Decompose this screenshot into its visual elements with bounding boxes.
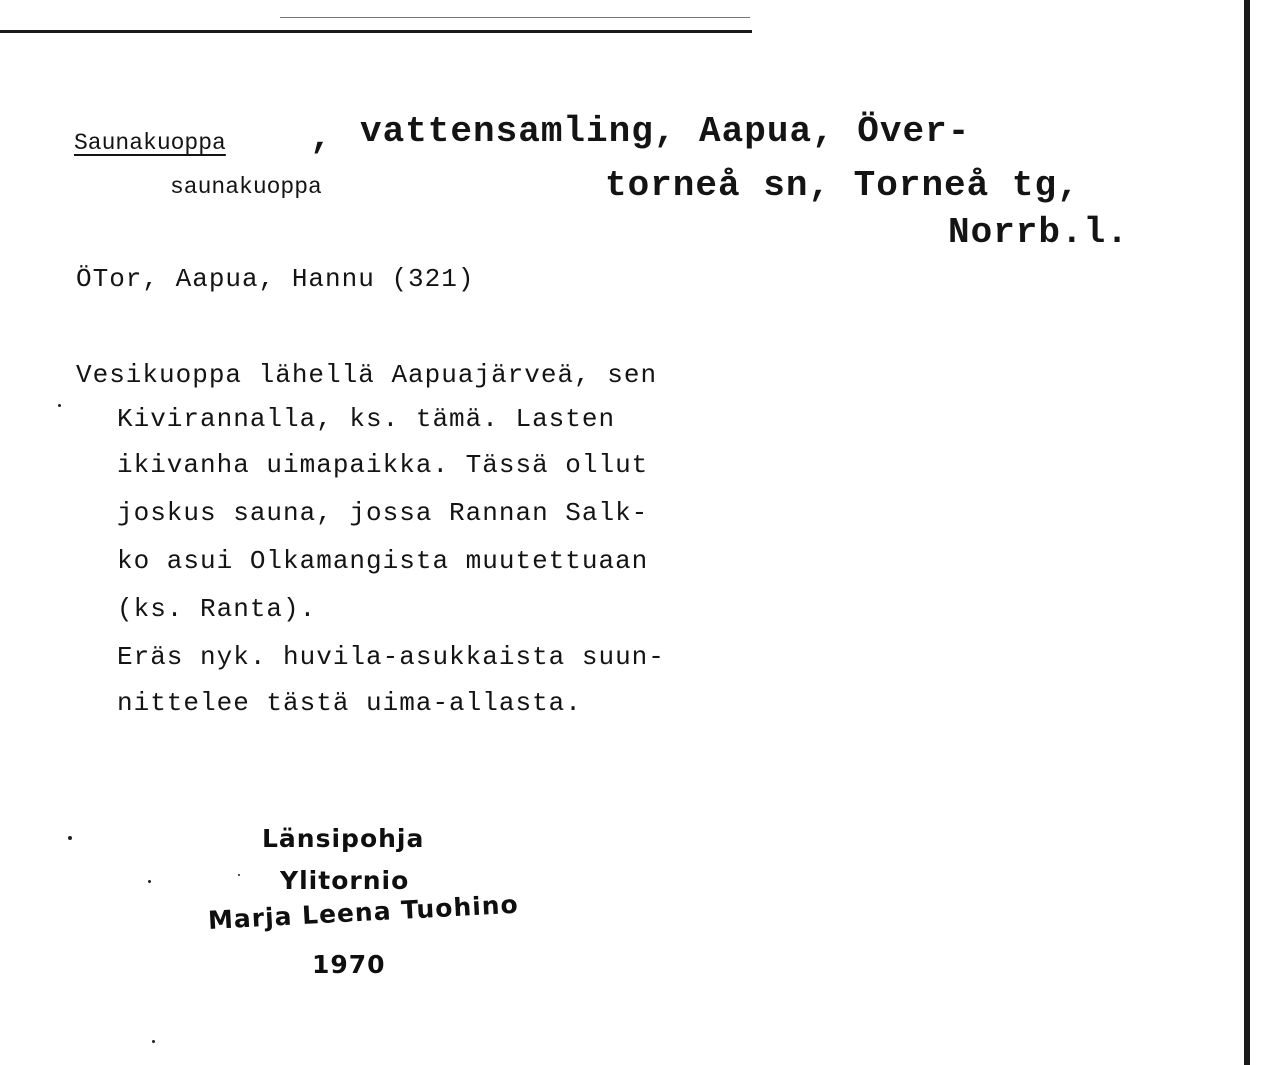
speck [68,836,72,840]
swedish-description-line-3: Norrb.l. [948,212,1129,253]
description-line: Kivirannalla, ks. tämä. Lasten [117,404,616,434]
description-line: nittelee tästä uima-allasta. [117,688,582,718]
stamp-region: Länsipohja [262,824,425,853]
speck [58,404,61,407]
headword-comma: , [310,117,333,158]
stamp-collector: Marja Leena Tuohino [207,889,520,935]
speck [148,880,151,883]
description-line: Vesikuoppa lähellä Aapuajärveä, sen [76,360,658,390]
swedish-description-line-2: torneå sn, Torneå tg, [605,165,1080,206]
stamp-year: 1970 [312,950,386,979]
description-line: Eräs nyk. huvila-asukkaista suun- [117,642,665,672]
top-edge-line-faint [280,17,750,18]
speck [238,874,240,876]
headword: Saunakuoppa [74,130,226,156]
source-reference: ÖTor, Aapua, Hannu (321) [76,264,475,294]
description-line: ko asui Olkamangista muutettuaan [117,546,649,576]
description-line: joskus sauna, jossa Rannan Salk- [117,498,649,528]
top-edge-line [0,30,752,33]
speck [152,1040,155,1043]
normalized-headword: saunakuoppa [170,174,322,200]
description-line: ikivanha uimapaikka. Tässä ollut [117,450,649,480]
right-edge-line [1244,0,1250,1065]
stamp-parish: Ylitornio [280,866,410,895]
description-line: (ks. Ranta). [117,594,317,624]
swedish-description-line-1: vattensamling, Aapua, Över- [360,111,971,152]
